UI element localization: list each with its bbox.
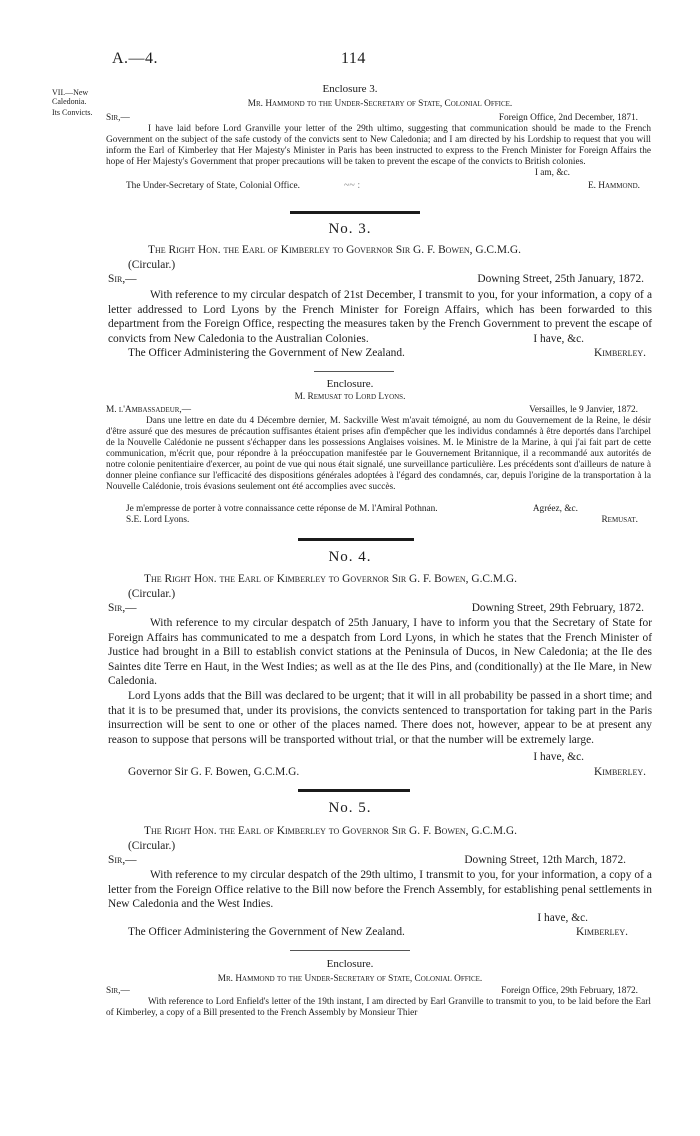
enclosure3-title: Enclosure 3. [322, 83, 378, 95]
enclosure-remusat-body: Dans une lettre en date du 4 Décembre dernier, M. Sackville West m'avait témoigné, au nom du Gouvernement de la Reine, le désir d'être assuré que des mesures de précaution suffisantes étaient prises afin d'empêcher que les individus condamnés à être deportés dans l'archipel de la Nouvelle Calédonie ne pussent s'échapper dans les possessions Anglaises voisines. M. le Ministre de la Marine, à qui j'ai fait part de cette communication, m'écrit que, pour répondre à la préoccupation manifestée par le Gouvernement Britannique, il a recommandé aux autorités de notre colonie penitentiaire d'exercer, au point de vue qui nous était signalé, une surveillance particulière. Les précédents sont d'ailleurs de nature à donner pleine confiance sur l'efficacité des dispositions générales adoptées à l'égard des condamnés, car, depuis l'origine de la transportation à la Nouvelle Calédonie, trois évasions seulement ont été accomplies avec succès. [106, 416, 651, 492]
no5-title: The Right Hon. the Earl of Kimberley to Governor Sir G. F. Bowen, G.C.M.G. [144, 825, 517, 837]
enclosure3-date: Foreign Office, 2nd December, 1871. [498, 113, 638, 123]
no4-body-paragraph1: With reference to my circular despatch of 25th January, I have to inform you that the Secretary of State for Foreign Affairs has communicated to me a despatch from Lord Lyons, in which he states that the French Minister of Justice had brought in a Bill to establish convict stations at the Peninsula of Ducos, in New Caledonia; at the Ile des Saintes dite Terre en Haut, in the West Indies; as well as at the Ile des Pins, and (conditionally) at the Ile Mare, in New Caledonia. [108, 617, 652, 688]
no3-title: The Right Hon. the Earl of Kimberley to Governor Sir G. F. Bowen, G.C.M.G. [148, 244, 521, 256]
enclosure-remusat-pothnan-line: Je m'empresse de porter à votre connaissance cette réponse de M. l'Amiral Pothnan. [126, 504, 438, 514]
enclosure-hammond-salutation: Sir,— [106, 986, 130, 996]
enclosure-hammond-body: With reference to Lord Enfield's letter of the 19th instant, I am directed by Earl Granville to transmit to you, to be laid before the Earl of Kimberley, a copy of a Bill presented to the French Assembly by Monsieur Thier [106, 997, 651, 1018]
section-divider [298, 538, 414, 541]
enclosure-remusat-addressee: S.E. Lord Lyons. [126, 515, 190, 525]
section-divider [298, 789, 410, 792]
enclosure3-subtitle: Mr. Hammond to the Under-Secretary of State, Colonial Office. [247, 99, 513, 109]
pen-mark: ~~ : [344, 180, 361, 191]
enclosure3-addressee: The Under-Secretary of State, Colonial Office. [126, 181, 300, 191]
enclosure-hammond-date: Foreign Office, 29th February, 1872. [501, 986, 638, 996]
enclosure3-closing: I am, &c. [534, 168, 570, 178]
no3-closing: I have, &c. [533, 333, 584, 345]
enclosure-remusat-subtitle: M. Remusat to Lord Lyons. [294, 392, 406, 402]
enclosure3-salutation: Sir,— [106, 113, 130, 123]
no3-heading: No. 3. [328, 221, 372, 237]
no4-body-paragraph2: Lord Lyons adds that the Bill was declared to be urgent; that it will in all probability be passed in a short time; and that it is to be presumed that, under its provisions, the convicts sentenced to transportation for taking part in the Paris insurrection will be sent to one or other of the places named. There does not, however, appear to be at present any reason to suppose that persons will be transported without trial, or that the number will be extremely large. [108, 690, 652, 746]
no4-heading: No. 4. [328, 549, 372, 565]
short-divider [290, 950, 410, 951]
enclosure-remusat-closing: Agréez, &c. [532, 504, 578, 514]
no4-addressee: Governor Sir G. F. Bowen, G.C.M.G. [128, 766, 300, 778]
no3-signature: Kimberley. [594, 347, 646, 359]
no5-circular: (Circular.) [128, 840, 176, 852]
no4-title: The Right Hon. the Earl of Kimberley to Governor Sir G. F. Bowen, G.C.M.G. [144, 573, 517, 585]
enclosure3-body: I have laid before Lord Granville your letter of the 29th ultimo, suggesting that communication should be made to the French Government on the subject of the safe custody of the convicts sent to New Caledonia; and I am directed by his Lordship to request that you will inform the Earl of Kimberley that Her Majesty's Minister in Paris has been instructed to express to the French Minister for Foreign Affairs the hope of Her Majesty's Government that proper precautions will be taken to prevent the escape of the convicts to British colonies. [106, 124, 651, 167]
no5-salutation: Sir,— [108, 854, 137, 866]
no3-salutation: Sir,— [108, 273, 137, 285]
enclosure-remusat-signature: Remusat. [601, 515, 638, 525]
margin-note-line2: Caledonia. [52, 97, 87, 106]
no4-salutation: Sir,— [108, 602, 137, 614]
no5-body: With reference to my circular despatch of the 29th ultimo, I transmit to you, for your information, a copy of a letter from the Foreign Office relative to the Bill now before the French Assembly, for establishing penal settlements in New Caledonia and the West Indies. [108, 869, 652, 911]
enclosure-remusat-date: Versailles, le 9 Janvier, 1872. [529, 405, 638, 415]
no3-date: Downing Street, 25th January, 1872. [477, 273, 644, 285]
no4-circular: (Circular.) [128, 588, 176, 600]
no3-addressee: The Officer Administering the Government of New Zealand. [128, 347, 405, 359]
no4-date: Downing Street, 29th February, 1872. [471, 602, 644, 614]
enclosure-remusat-salutation: M. l'Ambassadeur,— [106, 405, 192, 415]
no5-closing: I have, &c. [537, 912, 588, 924]
no5-heading: No. 5. [328, 800, 372, 816]
no3-body: With reference to my circular despatch of 21st December, I transmit to you, for your information, a copy of a letter addressed to Lord Lyons by the French Minister for Foreign Affairs, which has been forwarded to this department from the Foreign Office, respecting the measures taken by the French Government to prevent the escape of convicts from New Caledonia to the Australian Colonies. [108, 289, 652, 345]
margin-note-line3: Its Convicts. [52, 108, 93, 117]
no5-addressee: The Officer Administering the Government of New Zealand. [128, 926, 405, 938]
enclosure-remusat-title: Enclosure. [326, 378, 374, 390]
margin-note-line1: VII.—New [52, 88, 89, 97]
section-divider [290, 211, 420, 214]
page-reference: A.—4. [112, 50, 159, 67]
enclosure-hammond-title: Enclosure. [326, 958, 374, 970]
page-number: 114 [341, 50, 366, 67]
no4-closing: I have, &c. [533, 751, 584, 763]
enclosure-hammond-subtitle: Mr. Hammond to the Under-Secretary of State, Colonial Office. [217, 974, 483, 984]
enclosure3-signature: E. Hammond. [587, 181, 640, 191]
no3-circular: (Circular.) [128, 259, 176, 271]
no4-signature: Kimberley. [594, 766, 646, 778]
short-divider [314, 371, 394, 372]
no5-signature: Kimberley. [576, 926, 628, 938]
no5-date: Downing Street, 12th March, 1872. [464, 854, 626, 866]
